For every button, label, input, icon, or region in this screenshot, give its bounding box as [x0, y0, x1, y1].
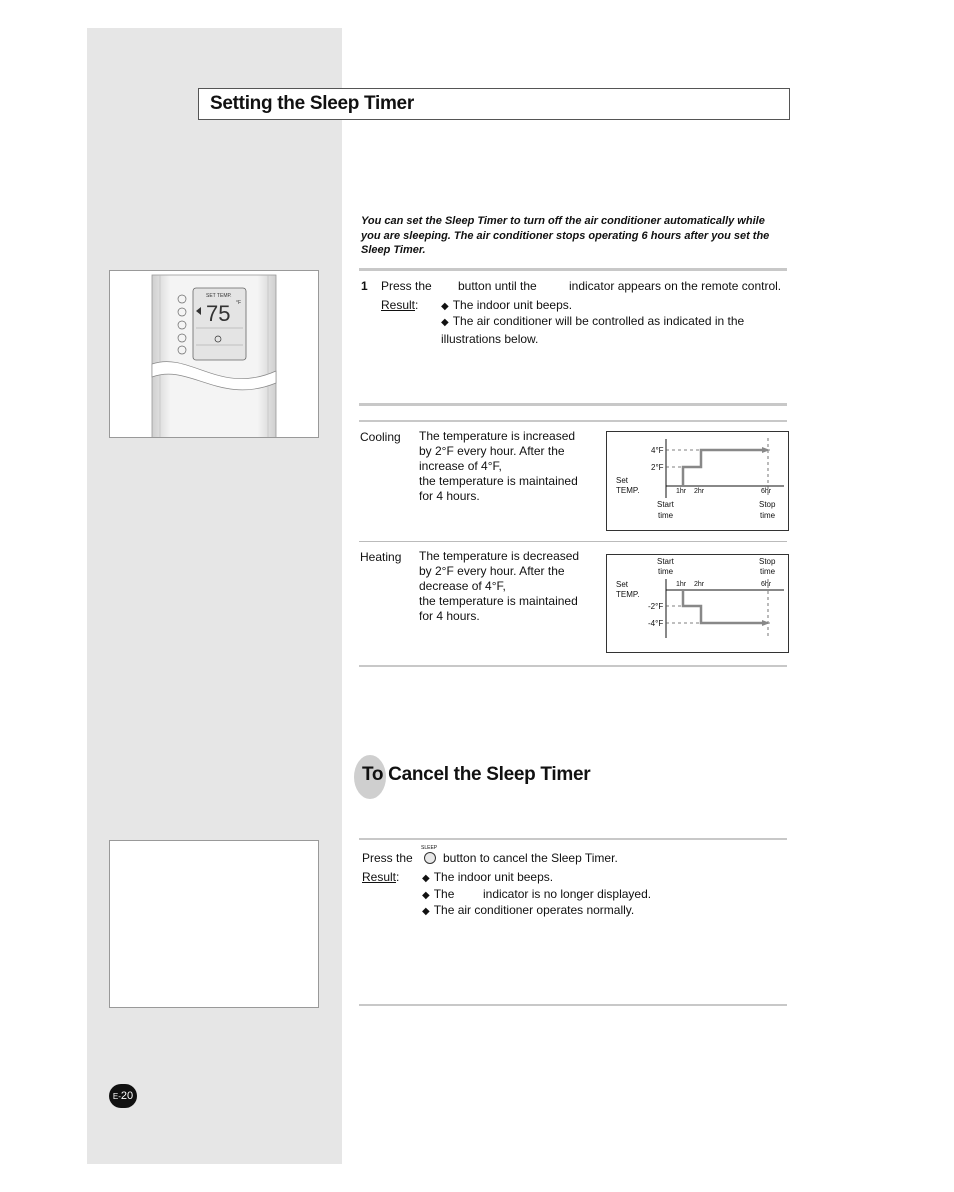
heating-graph — [606, 554, 789, 653]
intro-text: You can set the Sleep Timer to turn off the air conditioner automatically while you are sleeping. The air conditioner stops operating 6 hours after you set the Sleep Timer. — [361, 215, 770, 256]
step1-top-rule — [359, 268, 787, 271]
heating-t6: 6hr — [761, 581, 772, 588]
cooling-desc-line: for 4 hours. — [419, 489, 480, 503]
heating-y-bot: -4°F — [648, 619, 664, 628]
step1-bullet-2: The air conditioner will be controlled as indicated in the illustrations below. — [441, 314, 745, 346]
cooling-description — [419, 429, 599, 504]
cooling-graph — [606, 431, 789, 531]
cooling-stop-b: time — [760, 511, 776, 520]
cancel-result-label: Result — [362, 870, 397, 884]
cooling-t6: 6hr — [761, 488, 772, 495]
cancel-top-rule — [359, 838, 787, 840]
cooling-desc-line: increase of 4°F, — [419, 459, 502, 473]
cooling-stop-a: Stop — [759, 500, 776, 509]
cooling-start-b: time — [658, 511, 674, 520]
cancel-press-text: Press the — [362, 851, 413, 865]
step1-text-b: button until the — [458, 279, 537, 293]
heating-desc-line: decrease of 4°F, — [419, 579, 506, 593]
cancel-result-colon: : — [396, 870, 400, 884]
heating-t1: 1hr — [676, 581, 687, 588]
cooling-desc-line: The temperature is increased — [419, 429, 576, 443]
heating-desc-line: by 2°F every hour. After the — [419, 564, 565, 578]
heating-set-a: Set — [616, 580, 629, 589]
cooling-label: Cooling — [360, 430, 401, 444]
step1-text-a: Press the — [381, 279, 432, 293]
cooling-t2: 2hr — [694, 488, 705, 495]
cancel-bullet-3: ◆ The air conditioner operates normally. — [422, 902, 634, 920]
sleep-button-caption: SLEEP — [421, 845, 438, 851]
bullet-icon: ◆ — [422, 890, 430, 901]
table-header-rule — [359, 420, 787, 422]
step1-number: 1 — [361, 279, 368, 293]
heating-label: Heating — [360, 550, 402, 564]
cancel-bullet-2a: The — [433, 887, 455, 901]
heating-start-b: time — [658, 567, 674, 576]
page-title: Setting the Sleep Timer — [210, 93, 414, 114]
bullet-icon: ◆ — [441, 317, 449, 328]
cooling-start-a: Start — [657, 500, 674, 509]
heating-set-b: TEMP. — [616, 590, 640, 599]
cooling-y-mid: 2°F — [651, 463, 664, 472]
step1-result-colon: : — [415, 298, 419, 312]
heating-stop-b: time — [760, 567, 776, 576]
remote-display-value: 75 — [206, 301, 231, 326]
page-number-badge — [109, 1084, 137, 1108]
step1-text-c: indicator appears on the remote control. — [569, 279, 782, 293]
step1-bullet-2-wrap — [441, 313, 781, 347]
heating-desc-line: the temperature is maintained — [419, 594, 578, 608]
cooling-desc-line: the temperature is maintained — [419, 474, 578, 488]
page-prefix: E- — [112, 1092, 121, 1101]
step1-bullet-1: ◆ The indoor unit beeps. — [441, 297, 781, 315]
table-top-rule — [359, 403, 787, 406]
cooling-set-b: TEMP. — [616, 486, 640, 495]
heating-start-a: Start — [657, 557, 674, 566]
remote-control-illustration — [109, 270, 319, 438]
heating-description — [419, 549, 599, 624]
cooling-set-a: Set — [616, 476, 629, 485]
note-box — [109, 840, 319, 1008]
cancel-bullet-2b: indicator is no longer displayed. — [483, 887, 652, 901]
cooling-desc-line: by 2°F every hour. After the — [419, 444, 565, 458]
cancel-bullet-1: ◆ The indoor unit beeps. — [422, 869, 553, 887]
step1-result-label: Result — [381, 298, 416, 312]
row-divider — [359, 541, 787, 542]
page-number: 20 — [120, 1090, 134, 1102]
cancel-after-text: button to cancel the Sleep Timer. — [443, 851, 618, 865]
cancel-section-title: To Cancel the Sleep Timer — [362, 764, 591, 785]
heating-t2: 2hr — [694, 581, 705, 588]
heating-desc-line: for 4 hours. — [419, 609, 480, 623]
title-box — [198, 88, 790, 120]
cancel-bottom-rule — [359, 1004, 787, 1006]
cooling-t1: 1hr — [676, 488, 687, 495]
heating-stop-a: Stop — [759, 557, 776, 566]
heating-y-mid: -2°F — [648, 602, 664, 611]
remote-display-unit: °F — [236, 300, 242, 306]
cooling-y-top: 4°F — [651, 446, 664, 455]
table-bottom-rule — [359, 665, 787, 667]
heating-desc-line: The temperature is decreased — [419, 549, 580, 563]
remote-display-label: SET TEMP. — [206, 293, 232, 299]
sleep-button-icon — [424, 852, 436, 864]
